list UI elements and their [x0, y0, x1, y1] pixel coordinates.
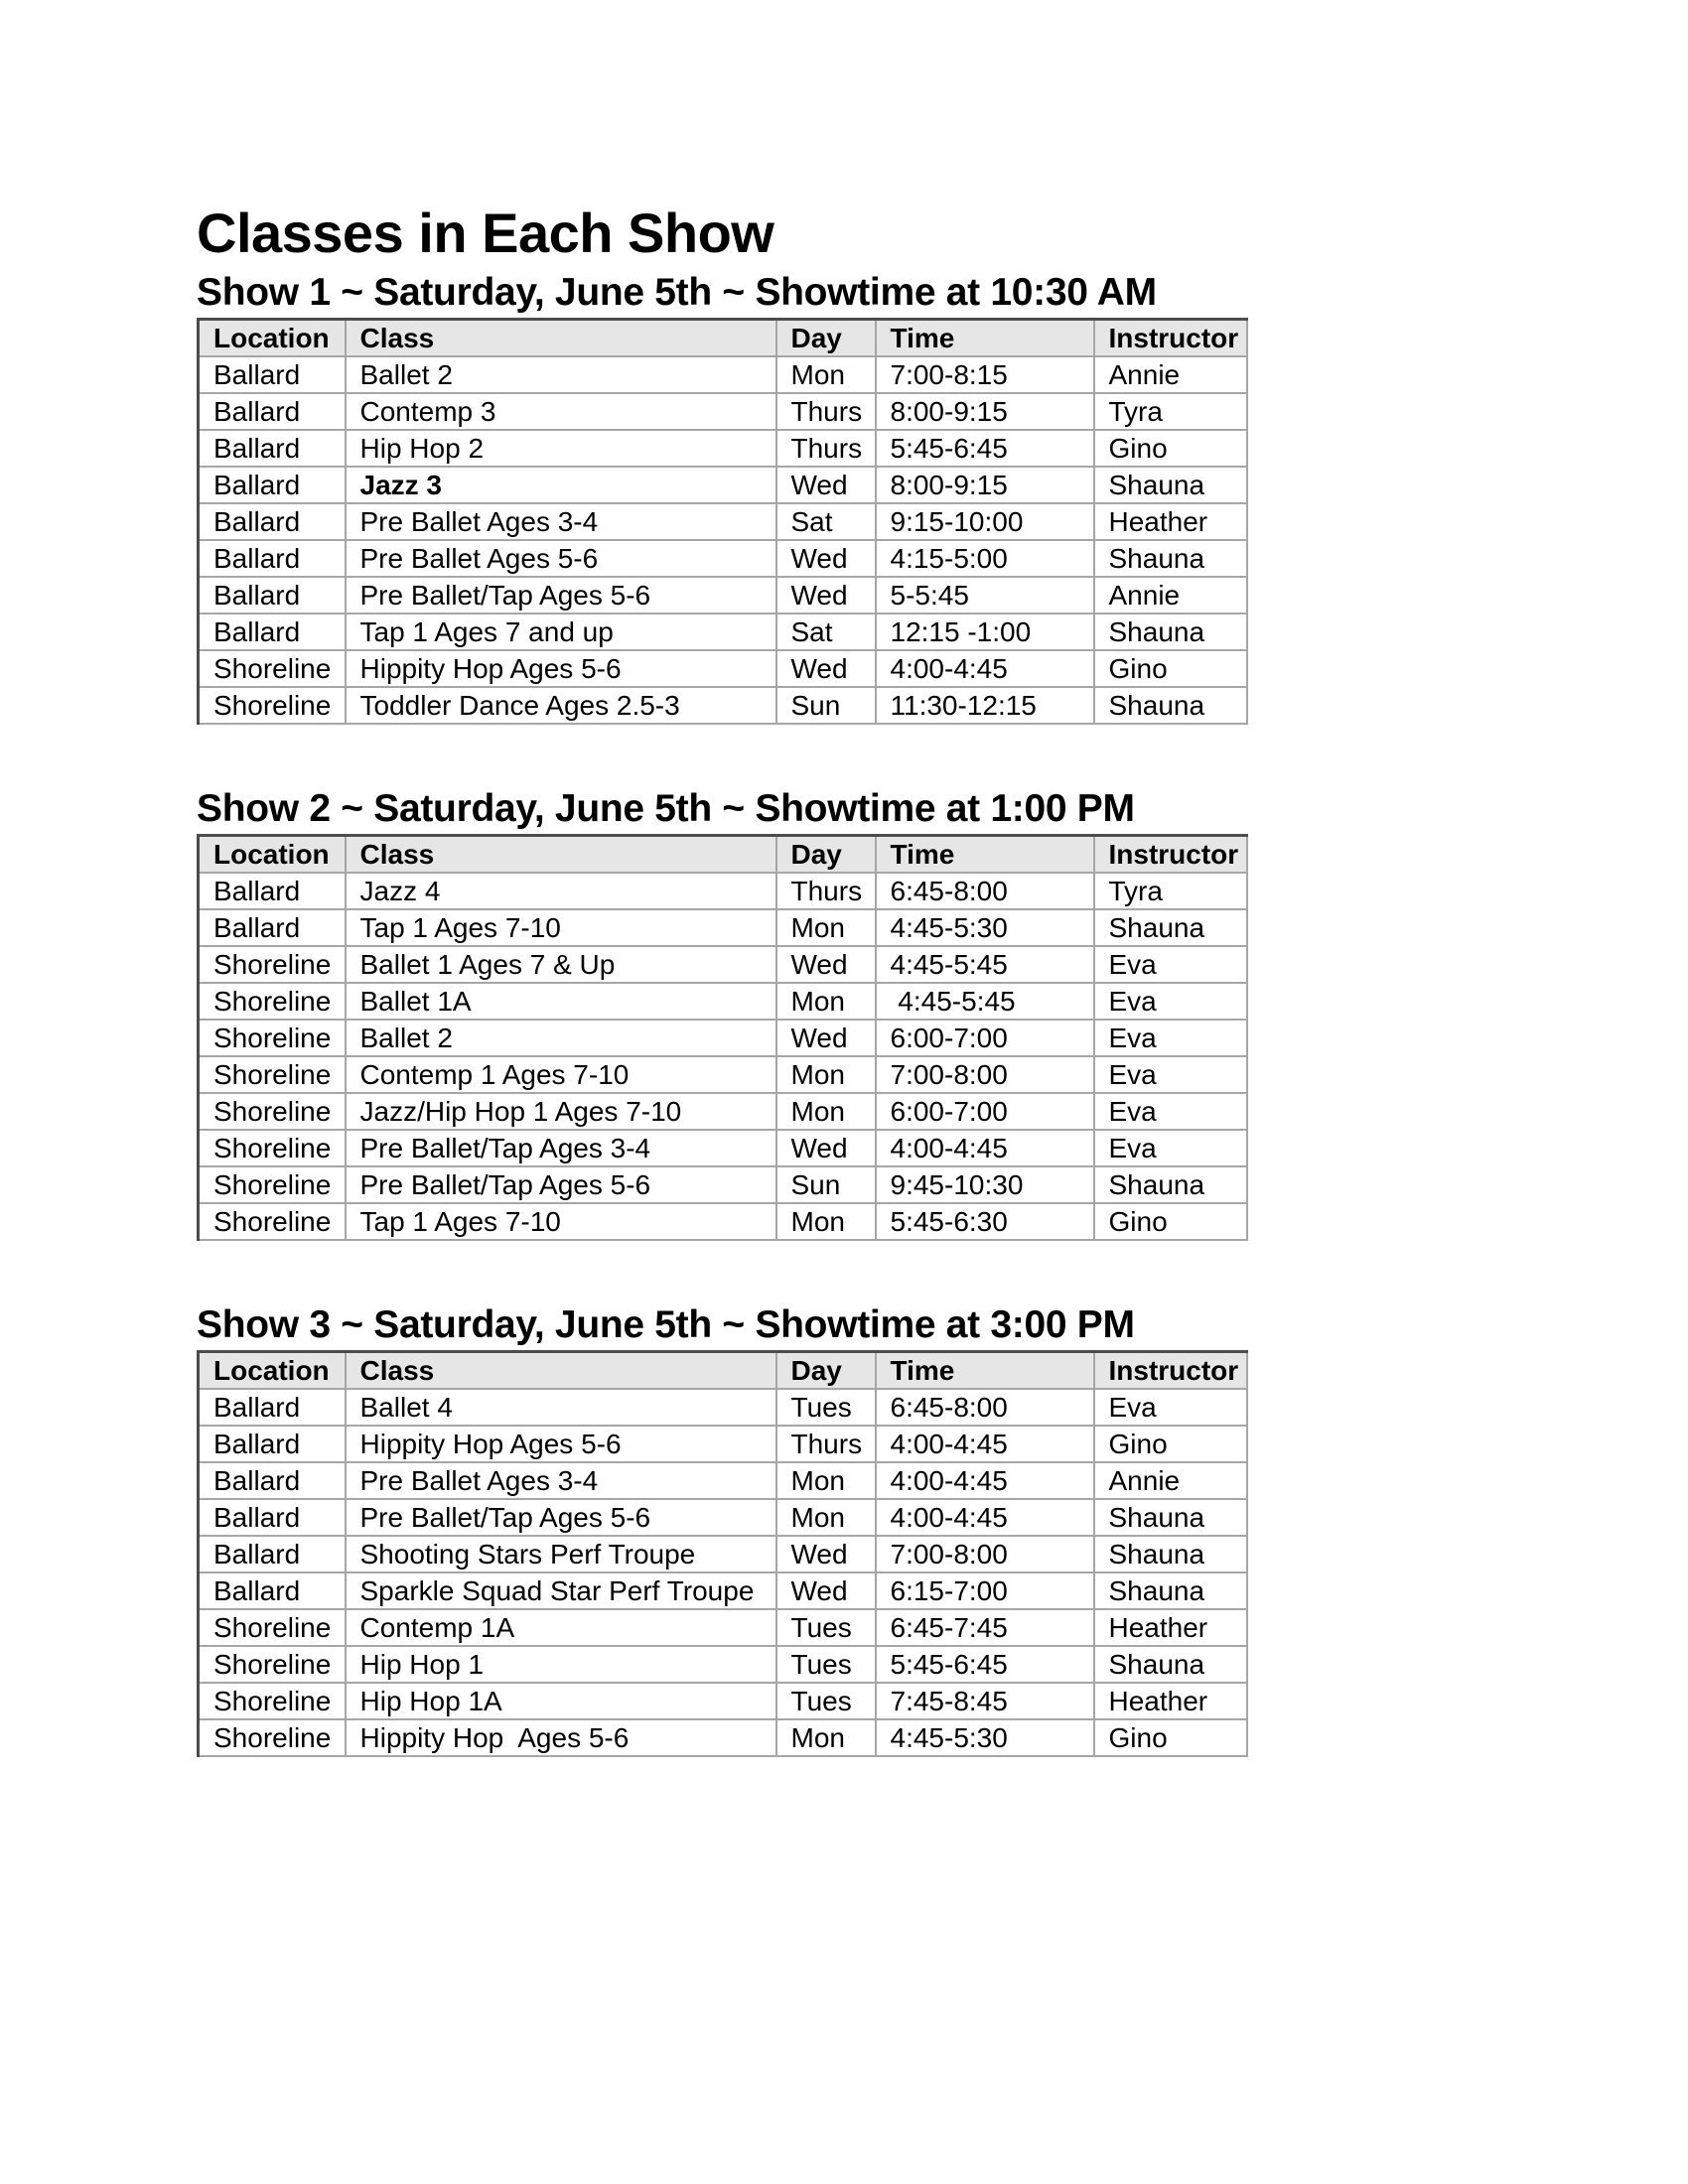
table-row — [199, 1683, 1247, 1719]
cell-time: 6:15-7:00 — [876, 1572, 1094, 1609]
cell-day: Tues — [776, 1389, 876, 1426]
table-row — [199, 1166, 1247, 1203]
document-page — [197, 199, 1289, 1757]
table-row — [199, 687, 1247, 724]
column-header-location: Location — [199, 1352, 346, 1390]
cell-location: Ballard — [199, 1389, 346, 1426]
cell-instructor: Tyra — [1094, 873, 1247, 909]
cell-location: Shoreline — [199, 1719, 346, 1756]
cell-day: Wed — [776, 1020, 876, 1056]
cell-day: Wed — [776, 650, 876, 687]
table-row — [199, 467, 1247, 503]
cell-class: Pre Ballet/Tap Ages 3-4 — [346, 1130, 776, 1166]
cell-class: Ballet 1 Ages 7 & Up — [346, 946, 776, 983]
cell-time: 4:45-5:30 — [876, 1719, 1094, 1756]
show-3-table — [197, 1350, 1248, 1757]
table-row — [199, 1056, 1247, 1093]
cell-time: 4:00-4:45 — [876, 1462, 1094, 1499]
cell-time: 7:45-8:45 — [876, 1683, 1094, 1719]
cell-time: 12:15 -1:00 — [876, 614, 1094, 650]
cell-day: Mon — [776, 1203, 876, 1240]
show-2-heading: Show 2 ~ Saturday, June 5th ~ Showtime at 1:00 PM — [197, 787, 1135, 830]
cell-day: Mon — [776, 356, 876, 393]
cell-day: Mon — [776, 1719, 876, 1756]
cell-day: Mon — [776, 983, 876, 1020]
cell-instructor: Gino — [1094, 430, 1247, 467]
cell-time: 7:00-8:00 — [876, 1056, 1094, 1093]
table-row — [199, 1203, 1247, 1240]
table-row — [199, 430, 1247, 467]
cell-time: 11:30-12:15 — [876, 687, 1094, 724]
cell-instructor: Eva — [1094, 946, 1247, 983]
cell-class: Tap 1 Ages 7 and up — [346, 614, 776, 650]
cell-day: Tues — [776, 1609, 876, 1646]
cell-class: Pre Ballet Ages 5-6 — [346, 540, 776, 577]
cell-instructor: Annie — [1094, 1462, 1247, 1499]
table-row — [199, 873, 1247, 909]
column-header-location: Location — [199, 320, 346, 357]
cell-class: Hip Hop 1 — [346, 1646, 776, 1683]
cell-location: Ballard — [199, 503, 346, 540]
cell-time: 6:00-7:00 — [876, 1093, 1094, 1130]
cell-time: 6:45-8:00 — [876, 873, 1094, 909]
cell-instructor: Shauna — [1094, 1536, 1247, 1572]
column-header-instructor: Instructor — [1094, 320, 1247, 357]
cell-location: Ballard — [199, 1499, 346, 1536]
column-header-time: Time — [876, 320, 1094, 357]
cell-time: 4:00-4:45 — [876, 650, 1094, 687]
cell-location: Ballard — [199, 1572, 346, 1609]
cell-instructor: Eva — [1094, 1056, 1247, 1093]
table-header-row — [199, 320, 1247, 357]
show-2-table — [197, 834, 1248, 1241]
cell-class: Pre Ballet/Tap Ages 5-6 — [346, 1499, 776, 1536]
cell-time: 8:00-9:15 — [876, 467, 1094, 503]
cell-day: Thurs — [776, 393, 876, 430]
cell-location: Ballard — [199, 356, 346, 393]
cell-instructor: Gino — [1094, 1426, 1247, 1462]
column-header-time: Time — [876, 836, 1094, 874]
cell-instructor: Shauna — [1094, 1499, 1247, 1536]
table-row — [199, 1462, 1247, 1499]
cell-day: Sun — [776, 687, 876, 724]
column-header-instructor: Instructor — [1094, 836, 1247, 874]
cell-day: Tues — [776, 1683, 876, 1719]
table-row — [199, 614, 1247, 650]
table-row — [199, 1499, 1247, 1536]
cell-time: 6:45-7:45 — [876, 1609, 1094, 1646]
cell-class: Pre Ballet Ages 3-4 — [346, 503, 776, 540]
cell-class: Hippity Hop Ages 5-6 — [346, 650, 776, 687]
cell-location: Ballard — [199, 614, 346, 650]
cell-class: Hippity Hop Ages 5-6 — [346, 1719, 776, 1756]
cell-location: Shoreline — [199, 687, 346, 724]
cell-day: Mon — [776, 1462, 876, 1499]
cell-class: Tap 1 Ages 7-10 — [346, 909, 776, 946]
cell-time: 4:15-5:00 — [876, 540, 1094, 577]
cell-instructor: Tyra — [1094, 393, 1247, 430]
table-row — [199, 650, 1247, 687]
cell-class: Ballet 2 — [346, 1020, 776, 1056]
cell-instructor: Shauna — [1094, 540, 1247, 577]
cell-instructor: Shauna — [1094, 467, 1247, 503]
cell-instructor: Shauna — [1094, 1572, 1247, 1609]
table-header-row — [199, 836, 1247, 874]
table-row — [199, 1426, 1247, 1462]
cell-day: Wed — [776, 540, 876, 577]
cell-location: Shoreline — [199, 1203, 346, 1240]
cell-class: Contemp 1A — [346, 1609, 776, 1646]
show-1-heading: Show 1 ~ Saturday, June 5th ~ Showtime at 10:30 AM — [197, 271, 1157, 314]
table-row — [199, 1093, 1247, 1130]
table-row — [199, 356, 1247, 393]
cell-location: Shoreline — [199, 1683, 346, 1719]
column-header-time: Time — [876, 1352, 1094, 1390]
cell-day: Thurs — [776, 873, 876, 909]
cell-time: 7:00-8:15 — [876, 356, 1094, 393]
cell-time: 4:00-4:45 — [876, 1130, 1094, 1166]
cell-time: 6:45-8:00 — [876, 1389, 1094, 1426]
show-1-table — [197, 318, 1248, 725]
cell-time: 9:15-10:00 — [876, 503, 1094, 540]
cell-location: Ballard — [199, 430, 346, 467]
cell-day: Thurs — [776, 430, 876, 467]
cell-class: Hip Hop 1A — [346, 1683, 776, 1719]
cell-location: Ballard — [199, 540, 346, 577]
cell-time: 4:00-4:45 — [876, 1499, 1094, 1536]
column-header-day: Day — [776, 1352, 876, 1390]
table-row — [199, 1609, 1247, 1646]
cell-location: Ballard — [199, 873, 346, 909]
cell-instructor: Annie — [1094, 577, 1247, 614]
table-row — [199, 1572, 1247, 1609]
table-row — [199, 1130, 1247, 1166]
show-3-heading: Show 3 ~ Saturday, June 5th ~ Showtime at 3:00 PM — [197, 1303, 1135, 1346]
cell-time: 4:45-5:45 — [876, 946, 1094, 983]
cell-class: Pre Ballet/Tap Ages 5-6 — [346, 577, 776, 614]
cell-location: Ballard — [199, 393, 346, 430]
cell-instructor: Shauna — [1094, 1166, 1247, 1203]
cell-instructor: Eva — [1094, 1093, 1247, 1130]
table-row — [199, 909, 1247, 946]
cell-day: Wed — [776, 1572, 876, 1609]
cell-location: Ballard — [199, 1536, 346, 1572]
table-row — [199, 503, 1247, 540]
cell-location: Shoreline — [199, 1093, 346, 1130]
table-row — [199, 1646, 1247, 1683]
cell-class: Sparkle Squad Star Perf Troupe — [346, 1572, 776, 1609]
cell-instructor: Heather — [1094, 1683, 1247, 1719]
cell-class: Jazz 4 — [346, 873, 776, 909]
cell-location: Ballard — [199, 1462, 346, 1499]
cell-location: Shoreline — [199, 1646, 346, 1683]
table-row — [199, 1719, 1247, 1756]
cell-day: Wed — [776, 467, 876, 503]
page-title: Classes in Each Show — [197, 202, 774, 264]
table-row — [199, 1389, 1247, 1426]
cell-time: 5:45-6:30 — [876, 1203, 1094, 1240]
column-header-day: Day — [776, 836, 876, 874]
cell-instructor: Gino — [1094, 1203, 1247, 1240]
cell-time: 5-5:45 — [876, 577, 1094, 614]
cell-instructor: Eva — [1094, 1130, 1247, 1166]
table-row — [199, 540, 1247, 577]
cell-class: Ballet 1A — [346, 983, 776, 1020]
cell-class: Pre Ballet/Tap Ages 5-6 — [346, 1166, 776, 1203]
cell-class: Shooting Stars Perf Troupe — [346, 1536, 776, 1572]
table-row — [199, 393, 1247, 430]
cell-day: Mon — [776, 1056, 876, 1093]
cell-instructor: Shauna — [1094, 1646, 1247, 1683]
cell-location: Ballard — [199, 1426, 346, 1462]
cell-time: 4:45-5:30 — [876, 909, 1094, 946]
column-header-class: Class — [346, 1352, 776, 1390]
cell-time: 4:00-4:45 — [876, 1426, 1094, 1462]
cell-class: Tap 1 Ages 7-10 — [346, 1203, 776, 1240]
cell-day: Mon — [776, 1499, 876, 1536]
cell-location: Shoreline — [199, 650, 346, 687]
cell-class: Hip Hop 2 — [346, 430, 776, 467]
cell-day: Sun — [776, 1166, 876, 1203]
cell-location: Shoreline — [199, 1056, 346, 1093]
table-row — [199, 1020, 1247, 1056]
cell-day: Wed — [776, 946, 876, 983]
cell-time: 5:45-6:45 — [876, 1646, 1094, 1683]
cell-class: Jazz/Hip Hop 1 Ages 7-10 — [346, 1093, 776, 1130]
cell-day: Mon — [776, 1093, 876, 1130]
cell-instructor: Shauna — [1094, 687, 1247, 724]
cell-time: 8:00-9:15 — [876, 393, 1094, 430]
table-row — [199, 1536, 1247, 1572]
cell-class: Ballet 4 — [346, 1389, 776, 1426]
cell-location: Shoreline — [199, 1020, 346, 1056]
column-header-location: Location — [199, 836, 346, 874]
cell-class: Ballet 2 — [346, 356, 776, 393]
cell-day: Sat — [776, 503, 876, 540]
cell-location: Shoreline — [199, 1130, 346, 1166]
cell-instructor: Eva — [1094, 983, 1247, 1020]
cell-instructor: Heather — [1094, 1609, 1247, 1646]
cell-instructor: Annie — [1094, 356, 1247, 393]
column-header-instructor: Instructor — [1094, 1352, 1247, 1390]
cell-time: 5:45-6:45 — [876, 430, 1094, 467]
column-header-day: Day — [776, 320, 876, 357]
cell-location: Ballard — [199, 909, 346, 946]
cell-instructor: Shauna — [1094, 614, 1247, 650]
cell-time: 9:45-10:30 — [876, 1166, 1094, 1203]
cell-day: Wed — [776, 1536, 876, 1572]
table-row — [199, 983, 1247, 1020]
cell-class: Toddler Dance Ages 2.5-3 — [346, 687, 776, 724]
cell-day: Wed — [776, 1130, 876, 1166]
cell-instructor: Eva — [1094, 1020, 1247, 1056]
table-row — [199, 946, 1247, 983]
cell-instructor: Gino — [1094, 1719, 1247, 1756]
cell-class: Contemp 1 Ages 7-10 — [346, 1056, 776, 1093]
cell-class: Jazz 3 — [346, 467, 776, 503]
cell-location: Shoreline — [199, 1166, 346, 1203]
cell-class: Pre Ballet Ages 3-4 — [346, 1462, 776, 1499]
cell-day: Thurs — [776, 1426, 876, 1462]
cell-location: Shoreline — [199, 983, 346, 1020]
cell-location: Shoreline — [199, 946, 346, 983]
cell-class: Contemp 3 — [346, 393, 776, 430]
cell-location: Ballard — [199, 577, 346, 614]
cell-time: 6:00-7:00 — [876, 1020, 1094, 1056]
cell-day: Mon — [776, 909, 876, 946]
column-header-class: Class — [346, 836, 776, 874]
cell-time: 7:00-8:00 — [876, 1536, 1094, 1572]
cell-day: Wed — [776, 577, 876, 614]
cell-instructor: Heather — [1094, 503, 1247, 540]
cell-instructor: Shauna — [1094, 909, 1247, 946]
cell-location: Ballard — [199, 467, 346, 503]
cell-location: Shoreline — [199, 1609, 346, 1646]
column-header-class: Class — [346, 320, 776, 357]
table-row — [199, 577, 1247, 614]
cell-day: Tues — [776, 1646, 876, 1683]
cell-day: Sat — [776, 614, 876, 650]
cell-time: 4:45-5:45 — [876, 983, 1094, 1020]
cell-class: Hippity Hop Ages 5-6 — [346, 1426, 776, 1462]
cell-instructor: Eva — [1094, 1389, 1247, 1426]
table-header-row — [199, 1352, 1247, 1390]
cell-instructor: Gino — [1094, 650, 1247, 687]
